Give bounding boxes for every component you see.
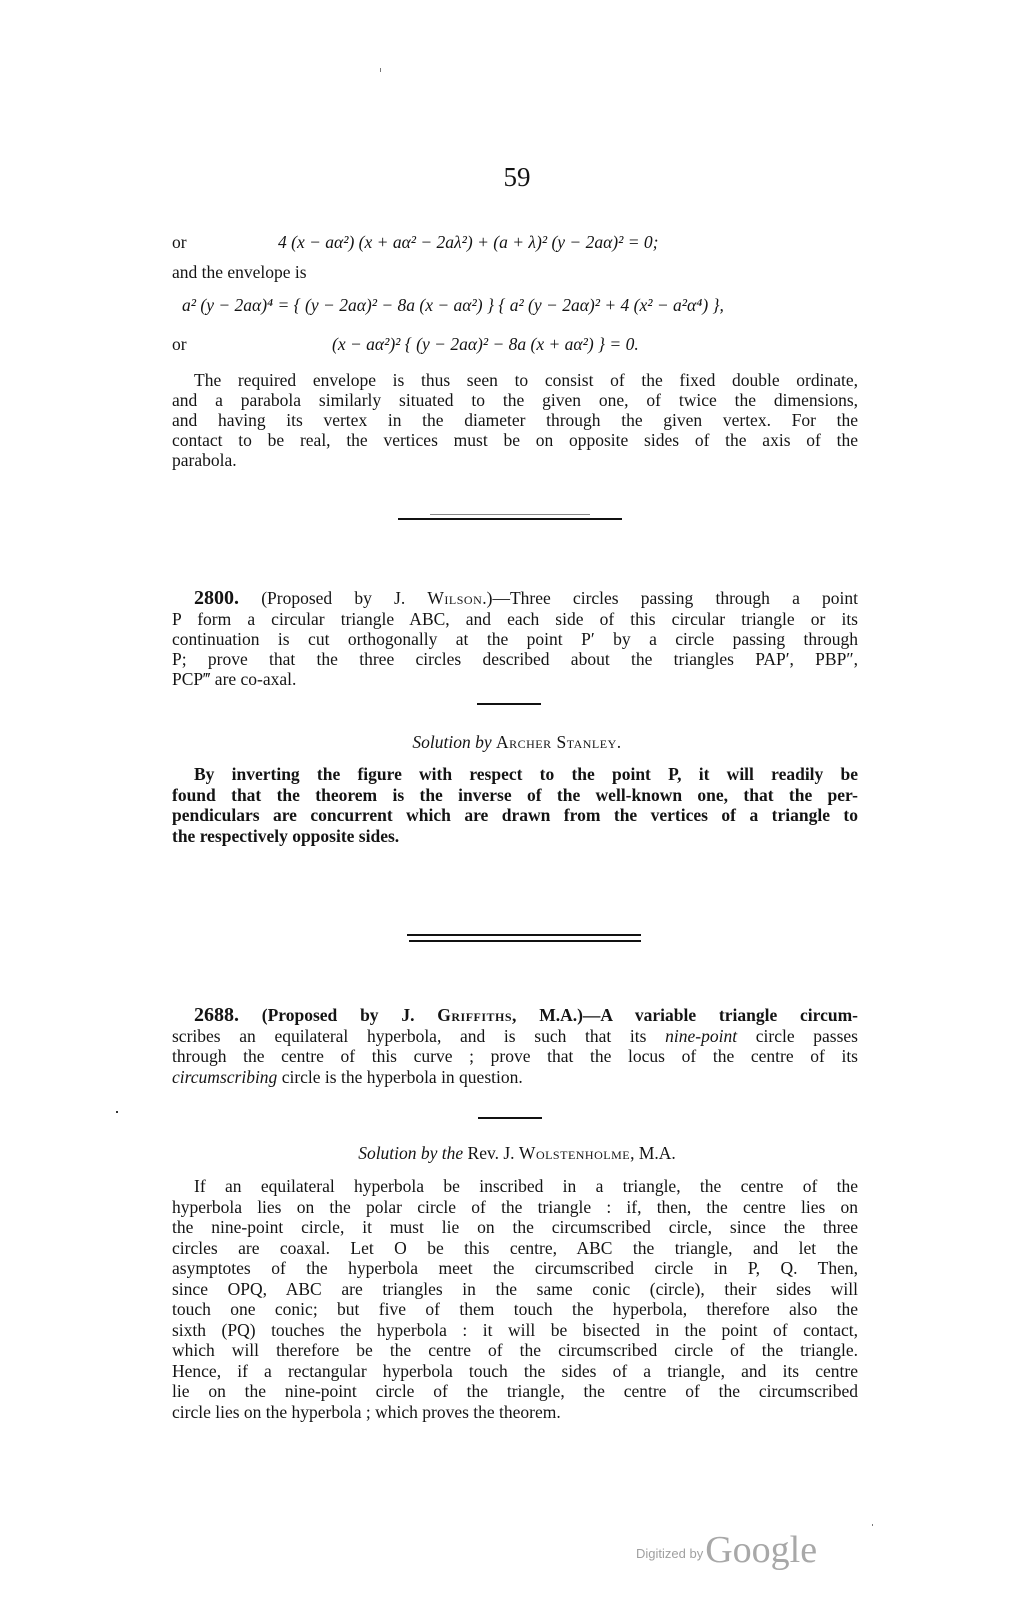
problem-line: PCP‴ are co-axal. — [172, 669, 297, 689]
solution-line: which will therefore be the centre of the circumscribed circle of the triangle. — [172, 1340, 858, 1360]
equation-label: or — [172, 232, 187, 252]
digitized-watermark — [636, 1528, 817, 1572]
paragraph-line: contact to be real, the vertices must be on opposite sides of the axis of the — [172, 430, 858, 450]
section-divider-double-bottom — [409, 940, 641, 942]
emphasis: nine-point — [665, 1026, 738, 1046]
problem-line: P form a circular triangle ABC, and each side of this circular triangle or its — [172, 609, 858, 629]
proposer-suffix: .)—Three circles passing through a point — [482, 588, 859, 608]
problem-line: continuation is cut orthogonally at the point P′ by a circle passing through — [172, 629, 858, 649]
watermark-prefix: Digitized by — [636, 1546, 704, 1561]
text-run: circle passes — [737, 1026, 858, 1046]
solution-heading — [0, 732, 1034, 753]
text-run: circle is the hyperbola in question. — [277, 1067, 523, 1087]
solution-author-suffix: , M.A. — [630, 1143, 676, 1163]
solution-line: found that the theorem is the inverse of the well-known one, that the per- — [172, 785, 858, 805]
scan-speck — [116, 1111, 118, 1113]
short-rule — [477, 703, 541, 705]
paragraph-line: and having its vertex in the diameter through the given vertex. For the — [172, 410, 858, 430]
solution-line: pendiculars are concurrent which are drawn from the vertices of a triangle to — [172, 805, 858, 825]
page-number: 59 — [503, 162, 531, 192]
solution-line: touch one conic; but five of them touch the hyperbola, therefore also the — [172, 1299, 858, 1319]
equation-3: (x − aα²)² { (y − 2aα)² − 8a (x + aα²) } = 0. — [332, 334, 639, 354]
problem-line — [172, 1026, 858, 1047]
google-logo: Google — [705, 1529, 818, 1571]
solution-line: circles are coaxal. Let O be this centre, ABC the triangle, and let the — [172, 1238, 858, 1258]
solution-line: lie on the nine-point circle of the triangle, the centre of the circumscribed — [172, 1381, 858, 1401]
problem-2688-header — [172, 1005, 858, 1026]
proposer-suffix: , M.A.)—A variable triangle circum- — [512, 1005, 858, 1025]
proposer-name: Wilson — [427, 588, 483, 608]
solution-heading-italic: Solution by the — [358, 1143, 464, 1163]
solution-line: Hence, if a rectangular hyperbola touch the sides of a triangle, and its centre — [172, 1361, 858, 1381]
solution-line: sixth (PQ) touches the hyperbola : it will be bisected in the point of contact, — [172, 1320, 858, 1340]
section-divider-faint — [430, 514, 590, 515]
short-rule — [478, 1117, 542, 1119]
section-divider — [398, 518, 622, 520]
solution-line: circle lies on the hyperbola ; which proves the theorem. — [172, 1402, 561, 1422]
section-divider-double-top — [407, 934, 641, 936]
solution-author-name: Wolstenholme — [518, 1143, 631, 1163]
emphasis: circumscribing — [172, 1067, 278, 1087]
text-run: scribes an equilateral hyperbola, and is such that its — [172, 1026, 666, 1046]
scan-speck — [872, 1524, 873, 1526]
solution-author-prefix: Rev. J. — [467, 1143, 519, 1163]
solution-heading — [0, 1143, 1034, 1164]
solution-line: the nine-point circle, it must lie on the circumscribed circle, since the three — [172, 1217, 858, 1237]
equation-1: 4 (x − aα²) (x + aα² − 2aλ²) + (a + λ)² (y − 2aα)² = 0; — [278, 232, 659, 252]
proposer-prefix: (Proposed by J. — [261, 588, 428, 608]
problem-line: through the centre of this curve ; prove that the locus of the centre of its — [172, 1046, 858, 1066]
scan-speck — [380, 68, 381, 72]
problem-line — [172, 1067, 858, 1088]
solution-line: asymptotes of the hyperbola meet the circumscribed circle in P, Q. Then, — [172, 1258, 858, 1278]
solution-line: the respectively opposite sides. — [172, 826, 400, 846]
equation-label: or — [172, 334, 187, 354]
solution-line: hyperbola lies on the polar circle of the triangle : if, then, the centre lies on — [172, 1197, 858, 1217]
envelope-intro: and the envelope is — [172, 262, 307, 282]
problem-number: 2688. — [194, 1004, 239, 1026]
solution-line: since OPQ, ABC are triangles in the same conic (circle), their sides will — [172, 1279, 858, 1299]
paragraph-line: parabola. — [172, 450, 237, 470]
proposer-name: Griffiths — [437, 1005, 513, 1025]
solution-author: Archer Stanley. — [495, 732, 622, 752]
problem-number: 2800. — [194, 587, 239, 609]
solution-heading-italic: Solution by — [412, 732, 492, 752]
paragraph-line: The required envelope is thus seen to consist of the fixed double ordinate, — [194, 370, 858, 390]
paragraph-line: and a parabola similarly situated to the given one, of twice the dimensions, — [172, 390, 858, 410]
equation-2: a² (y − 2aα)⁴ = { (y − 2aα)² − 8a (x − aα²) } { a² (y − 2aα)² + 4 (x² − a²α⁴) }, — [182, 295, 724, 315]
proposer-prefix: (Proposed by J. — [261, 1005, 438, 1025]
solution-line: By inverting the figure with respect to the point P, it will readily be — [194, 764, 858, 784]
problem-line: P; prove that the three circles described about the triangles PAP′, PBP″, — [172, 649, 858, 669]
problem-2800-header — [172, 588, 858, 609]
solution-line: If an equilateral hyperbola be inscribed in a triangle, the centre of the — [194, 1176, 858, 1196]
